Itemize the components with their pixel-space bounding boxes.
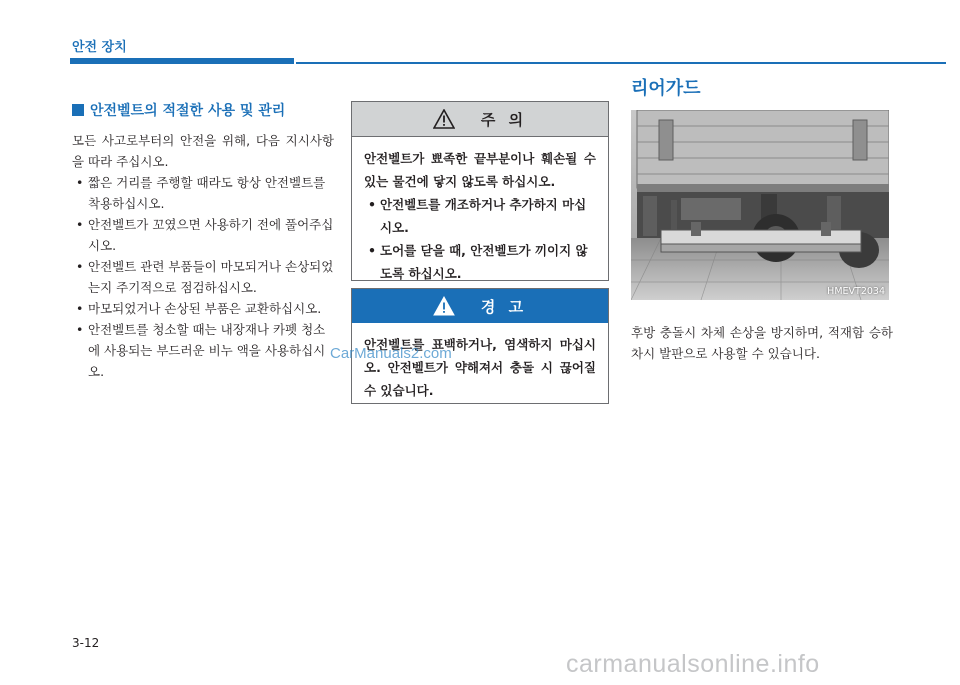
list-item: • 안전벨트를 개조하거나 추가하지 마십시오. [364,193,596,239]
rear-guard-heading: 리어가드 [631,78,701,99]
seatbelt-care-heading-text: 안전벨트의 적절한 사용 및 관리 [90,103,286,119]
square-bullet-icon [72,104,84,116]
warning-header [352,289,608,323]
image-code-label: HMEVT2034 [827,286,885,297]
caution-list [364,193,596,285]
list-item: • 짧은 거리를 주행할 때라도 항상 안전벨트를 착용하십시오. [72,172,334,214]
rear-guard-photo [631,110,889,300]
page-number: 3-12 [72,636,100,650]
caution-title: 주 의 [480,110,528,129]
rear-guard-description: 후방 충돌시 차체 손상을 방지하며, 적재함 승하차시 발판으로 사용할 수 있습니다. [631,325,893,361]
warning-title: 경 고 [480,297,528,316]
list-item: • 마모되었거나 손상된 부품은 교환하십시오. [72,298,334,319]
section-title: 안전 장치 [72,40,127,55]
truck-rear-illustration [631,110,889,300]
caution-text: 안전벨트가 뾰족한 끝부분이나 훼손될 수 있는 물건에 닿지 않도록 하십시오. [364,151,596,189]
watermark-site: carmanualsonline.info [566,650,820,678]
list-item: • 도어를 닫을 때, 안전벨트가 끼이지 않도록 하십시오. [364,239,596,285]
header-rule [296,62,946,64]
warning-triangle-icon [433,109,455,129]
warning-text: 안전벨트를 표백하거나, 염색하지 마십시오. 안전벨트가 약해져서 충돌 시 끊어질 수 있습니다. [364,337,596,398]
warning-body [352,323,608,402]
seatbelt-care-list [72,172,334,382]
list-item: • 안전벨트 관련 부품들이 마모되거나 손상되었는지 주기적으로 점검하십시오. [72,256,334,298]
header-accent-bar [70,58,294,64]
list-item: • 안전벨트를 청소할 때는 내장재나 카펫 청소에 사용되는 부드러운 비누 액을 사용하십시오. [72,319,334,382]
caution-box [351,101,609,281]
seatbelt-care-heading [72,100,334,120]
list-item: • 안전벨트가 꼬였으면 사용하기 전에 풀어주십시오. [72,214,334,256]
caution-header [352,102,608,137]
watermark-carmanuals: CarManuals2.com [330,345,452,362]
caution-body [352,137,608,285]
seatbelt-care-intro: 모든 사고로부터의 안전을 위해, 다음 지시사항을 따라 주십시오. [72,133,334,169]
warning-triangle-icon [433,296,455,316]
left-column [72,100,334,382]
